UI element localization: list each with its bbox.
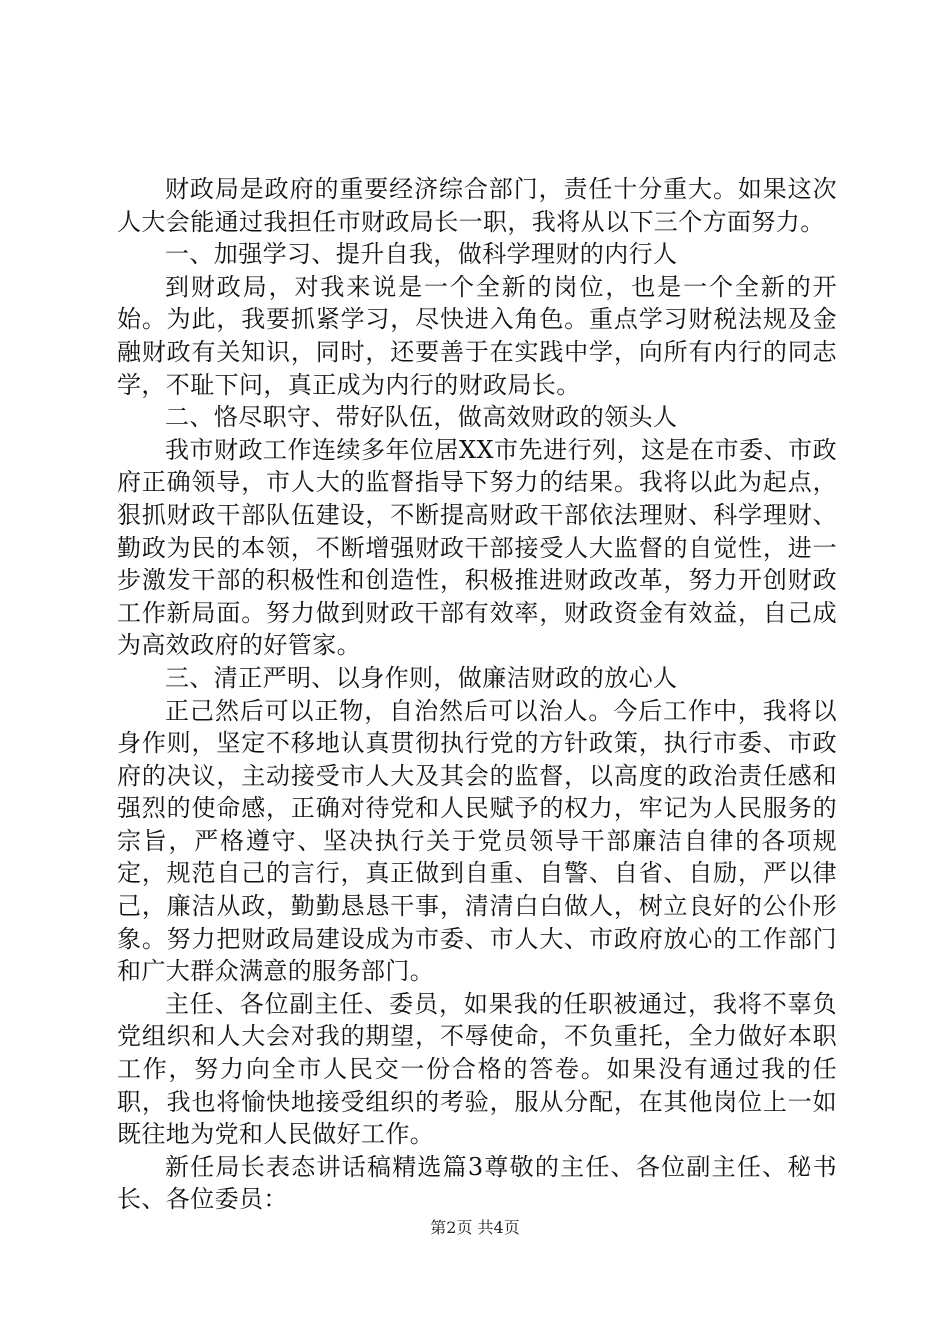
section-heading-2: 二、恪尽职守、带好队伍，做高效财政的领头人 bbox=[165, 403, 678, 432]
page-number-footer: 第2页 共4页 bbox=[430, 1218, 520, 1237]
paragraph-section-1: 到财政局，对我来说是一个全新的岗位，也是一个全新的开始。为此，我要抓紧学习，尽快进入角色。重点学习财税法规及金融财政有关知识，同时，还要善于在实践中学，向所有内行的同志学，不耻下问，真正成为内行的财政局长。 bbox=[117, 272, 837, 399]
section-heading-1: 一、加强学习、提升自我，做科学理财的内行人 bbox=[165, 240, 678, 269]
document-body bbox=[117, 173, 837, 1216]
paragraph-intro: 财政局是政府的重要经济综合部门，责任十分重大。如果这次人大会能通过我担任市财政局长一职，我将从以下三个方面努力。 bbox=[117, 175, 837, 236]
paragraph-section-2: 我市财政工作连续多年位居XX市先进行列，这是在市委、市政府正确领导，市人大的监督指导下努力的结果。我将以此为起点，狠抓财政干部队伍建设，不断提高财政干部依法理财、科学理财、勤政为民的本领，不断增强财政干部接受人大监督的自觉性，进一步激发干部的积极性和创造性，积极推进财政改革，努力开创财政工作新局面。努力做到财政干部有效率，财政资金有效益，自己成为高效政府的好管家。 bbox=[117, 435, 837, 660]
section-heading-3: 三、清正严明、以身作则，做廉洁财政的放心人 bbox=[165, 663, 678, 692]
paragraph-closing: 主任、各位副主任、委员，如果我的任职被通过，我将不辜负党组织和人大会对我的期望，不辱使命，不负重托，全力做好本职工作，努力向全市人民交一份合格的答卷。如果没有通过我的任职，我也将愉快地接受组织的考验，服从分配，在其他岗位上一如既往地为党和人民做好工作。 bbox=[117, 989, 837, 1149]
paragraph-section-3: 正己然后可以正物，自治然后可以治人。今后工作中，我将以身作则，坚定不移地认真贯彻执行党的方针政策，执行市委、市政府的决议，主动接受市人大及其会的监督，以高度的政治责任感和强烈的使命感，正确对待党和人民赋予的权力，牢记为人民服务的宗旨，严格遵守、坚决执行关于党员领导干部廉洁自律的各项规定，规范自己的言行，真正做到自重、自警、自省、自励，严以律己，廉洁从政，勤勤恳恳干事，清清白白做人，树立良好的公仆形象。努力把财政局建设成为市委、市人大、市政府放心的工作部门和广大群众满意的服务部门。 bbox=[117, 696, 837, 986]
paragraph-next-article: 新任局长表态讲话稿精选篇3尊敬的主任、各位副主任、秘书长、各位委员： bbox=[117, 1152, 837, 1214]
